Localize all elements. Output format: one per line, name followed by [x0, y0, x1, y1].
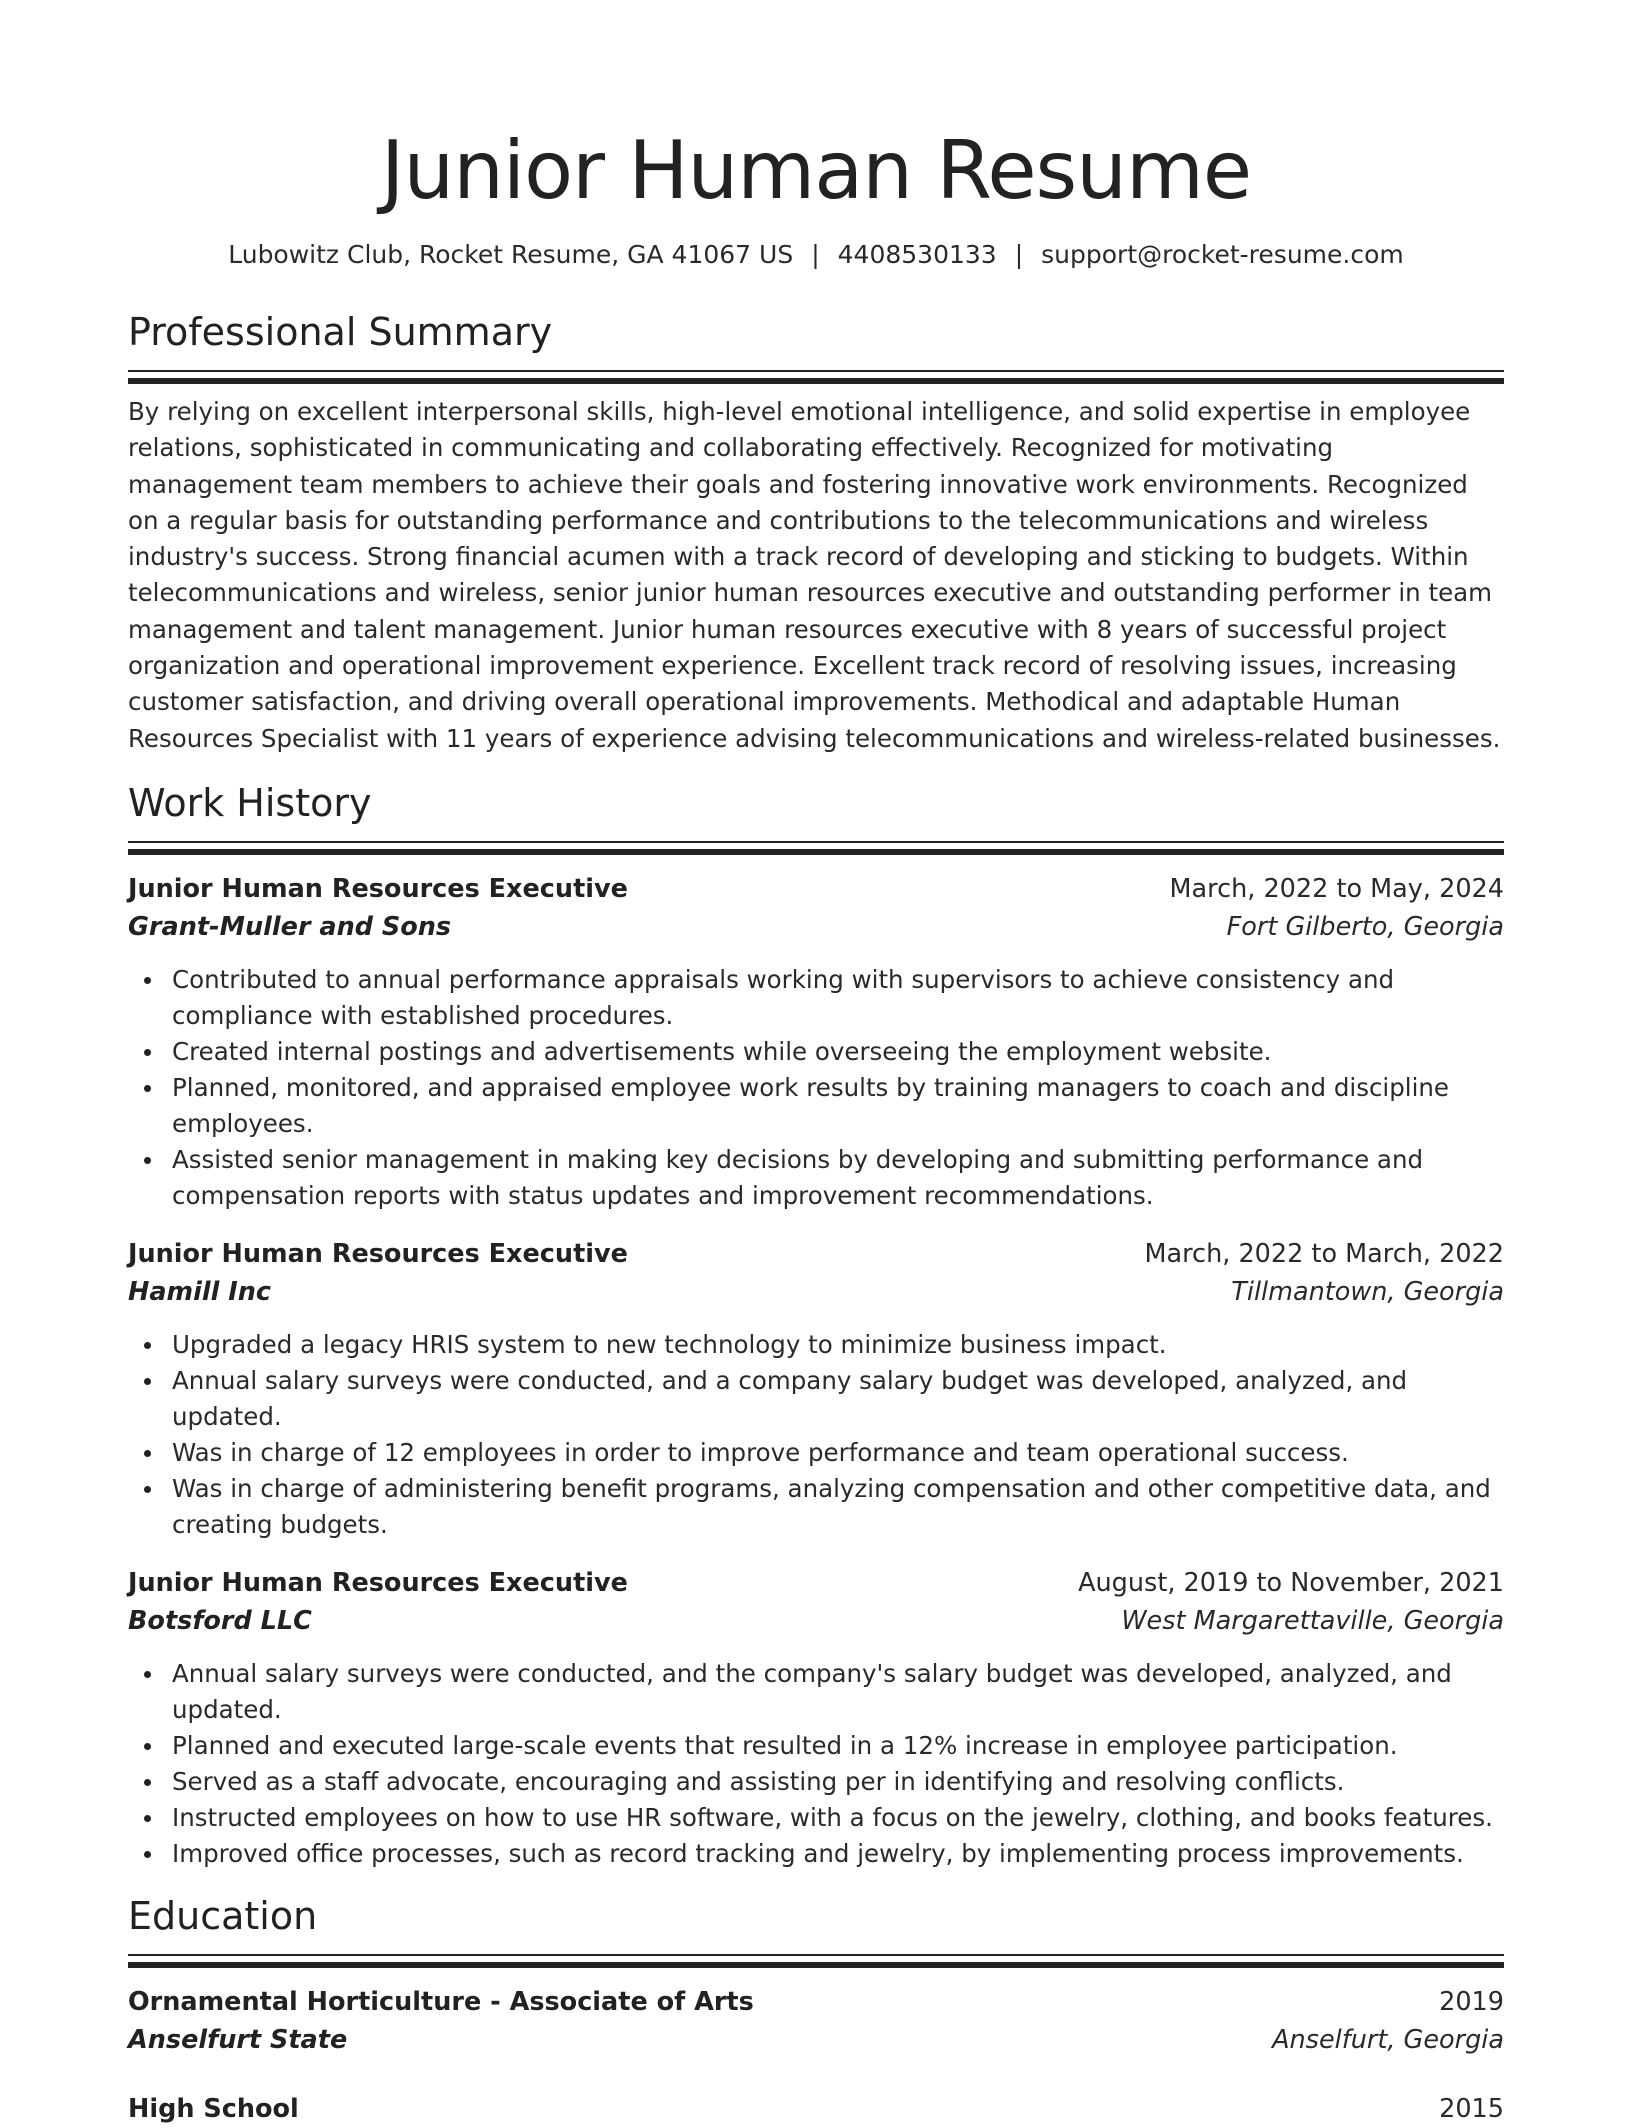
section-heading-work-history: Work History: [128, 780, 372, 825]
list-item: Created internal postings and advertisements while overseeing the employment website.: [172, 1034, 1504, 1070]
list-item: Annual salary surveys were conducted, and the company's salary budget was developed, analyzed, and updated.: [172, 1656, 1504, 1728]
list-item: Upgraded a legacy HRIS system to new technology to minimize business impact.: [172, 1327, 1504, 1363]
contact-line: [128, 238, 1504, 272]
education-location: Anselfurt, Georgia: [1272, 2024, 1504, 2055]
contact-email: support@rocket-resume.com: [1041, 240, 1404, 269]
contact-address: Lubowitz Club, Rocket Resume, GA 41067 US: [228, 240, 794, 269]
job-location: Fort Gilberto, Georgia: [1226, 911, 1504, 942]
education-entry: [128, 2091, 1504, 2128]
contact-separator: |: [1014, 240, 1024, 269]
list-item: Served as a staff advocate, encouraging and assisting per in identifying and resolving conflicts.: [172, 1764, 1504, 1800]
job-company: Botsford LLC: [128, 1605, 312, 1636]
education-year: 2015: [1439, 2093, 1504, 2124]
contact-phone: 4408530133: [837, 240, 997, 269]
job-bullets: [128, 1327, 1504, 1543]
job-entry: [128, 1565, 1504, 1872]
resume-page: [128, 0, 1504, 2128]
job-location: West Margarettaville, Georgia: [1121, 1605, 1504, 1636]
section-divider: [128, 370, 1504, 384]
education-year: 2019: [1439, 1986, 1504, 2017]
section-divider: [128, 841, 1504, 855]
job-title: Junior Human Resources Executive: [128, 873, 628, 904]
list-item: Was in charge of 12 employees in order to improve performance and team operational success.: [172, 1435, 1504, 1471]
work-history-section: [128, 779, 1504, 1872]
section-heading-summary: Professional Summary: [128, 310, 553, 354]
education-degree: High School: [128, 2093, 299, 2124]
education-entry: [128, 1984, 1504, 2059]
job-company: Hamill Inc: [128, 1276, 271, 1307]
education-school: Anselfurt State: [128, 2024, 348, 2055]
job-title: Junior Human Resources Executive: [128, 1238, 628, 1269]
job-location: Tillmantown, Georgia: [1231, 1276, 1504, 1307]
list-item: Annual salary surveys were conducted, and a company salary budget was developed, analyzed, and updated.: [172, 1363, 1504, 1435]
job-bullets: [128, 962, 1504, 1214]
list-item: Assisted senior management in making key decisions by developing and submitting performance and compensation reports with status updates and improvement recommendations.: [172, 1142, 1504, 1214]
summary-section: [128, 308, 1504, 757]
list-item: Improved office processes, such as record tracking and jewelry, by implementing process improvements.: [172, 1836, 1504, 1872]
list-item: Was in charge of administering benefit programs, analyzing compensation and other competitive data, and creating budgets.: [172, 1471, 1504, 1543]
job-dates: August, 2019 to November, 2021: [1078, 1567, 1504, 1598]
education-section: [128, 1892, 1504, 2128]
list-item: Contributed to annual performance appraisals working with supervisors to achieve consistency and compliance with established procedures.: [172, 962, 1504, 1034]
education-degree: Ornamental Horticulture - Associate of Arts: [128, 1986, 754, 2017]
job-dates: March, 2022 to March, 2022: [1144, 1238, 1504, 1269]
section-divider: [128, 1954, 1504, 1968]
list-item: Instructed employees on how to use HR software, with a focus on the jewelry, clothing, and books features.: [172, 1800, 1504, 1836]
list-item: Planned, monitored, and appraised employee work results by training managers to coach and discipline employees.: [172, 1070, 1504, 1142]
job-company: Grant-Muller and Sons: [128, 911, 452, 942]
job-bullets: [128, 1656, 1504, 1872]
job-title: Junior Human Resources Executive: [128, 1567, 628, 1598]
job-entry: [128, 1236, 1504, 1543]
contact-separator: |: [811, 240, 820, 269]
list-item: Planned and executed large-scale events that resulted in a 12% increase in employee participation.: [172, 1728, 1504, 1764]
job-entry: [128, 871, 1504, 1214]
section-heading-education: Education: [128, 1893, 318, 1938]
job-dates: March, 2022 to May, 2024: [1169, 873, 1504, 904]
summary-text: By relying on excellent interpersonal skills, high-level emotional intelligence, and solid expertise in employee relations, sophisticated in communicating and collaborating effectively. Recognized for motivating management team members to achieve their goals and fostering innovative work environments. Recognized on a regular basis for outstanding performance and contributions to the telecommunications and wireless industry's success. Strong financial acumen with a track record of developing and sticking to budgets. Within telecommunications and wireless, senior junior human resources executive and outstanding performer in team management and talent management. Junior human resources executive with 8 years of successful project organization and operational improvement experience. Excellent track record of resolving issues, increasing customer satisfaction, and driving overall operational improvements. Methodical and adaptable Human Resources Specialist with 11 years of experience advising telecommunications and wireless-related businesses.: [128, 397, 1501, 753]
resume-name: Junior Human Resume: [380, 124, 1252, 217]
